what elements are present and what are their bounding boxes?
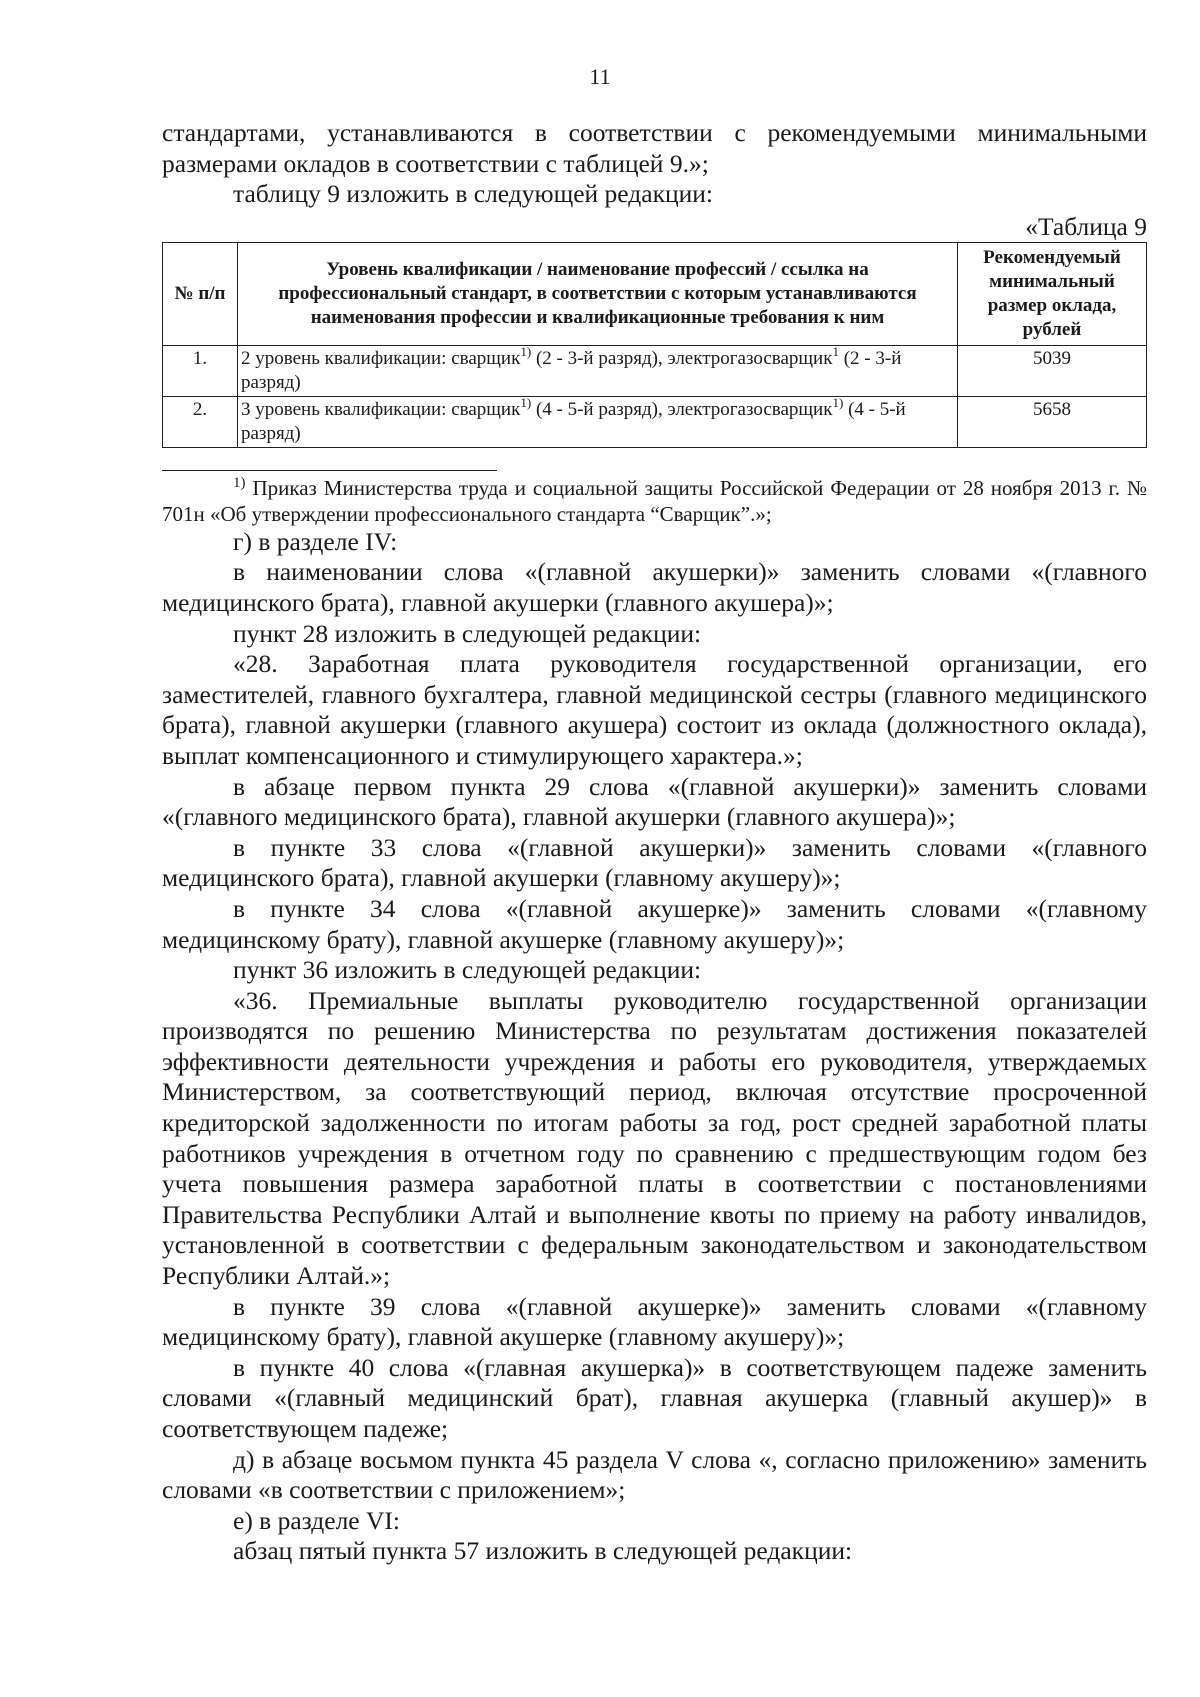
paragraph: в пункте 33 слова «(главной акушерки)» заменить словами «(главного медицинского брата), главной акушерки (главному акушеру)»; xyxy=(162,832,1147,893)
footnote-ref: 1 xyxy=(832,343,839,359)
paragraph: в пункте 40 слова «(главная акушерка)» в соответствующем падеже заменить словами «(главный медицинский брат), главная акушерка (главный акушер)» в соответствующем падеже; xyxy=(162,1352,1147,1443)
page-number: 11 xyxy=(589,64,611,89)
row-salary: 5039 xyxy=(958,345,1147,396)
row-number: 1. xyxy=(163,345,238,396)
footnote xyxy=(162,475,1147,527)
table-row xyxy=(163,345,1147,396)
footnote-ref: 1) xyxy=(520,394,532,410)
row-description-text: (4 - 5-й разряд) xyxy=(241,398,906,444)
footnote-ref: 1) xyxy=(832,394,844,410)
row-number: 2. xyxy=(163,396,238,447)
salary-table xyxy=(162,242,1147,448)
document-body xyxy=(162,118,1147,1567)
header-description: Уровень квалификации / наименование профессий / ссылка на профессиональный стандарт, в соответствии с которым устанавливаются наименования профессии и квалификационные требования к ним xyxy=(238,242,958,345)
footnote-divider xyxy=(162,470,497,471)
header-salary: Рекомендуемый минимальный размер оклада, рублей xyxy=(958,242,1147,345)
paragraph: пункт 36 изложить в следующей редакции: xyxy=(233,955,702,985)
table-header-row xyxy=(163,242,1147,345)
paragraph: е) в разделе VI: xyxy=(233,1505,400,1535)
table-caption: «Таблица 9 xyxy=(1025,211,1147,241)
row-description-text: (2 - 3-й разряд) xyxy=(241,347,902,393)
paragraph: д) в абзаце восьмом пункта 45 раздела V слова «, согласно приложению» заменить словами «в соответствии с приложением»; xyxy=(162,1444,1147,1505)
row-description-text: (4 - 5-й разряд), электрогазосварщик xyxy=(531,398,833,420)
footnote-text: Приказ Министерства труда и социальной защиты Российской Федерации от 28 ноября 2013 г. № 701н «Об утверждении профессионального стандарта “Сварщик”.»; xyxy=(162,475,1147,526)
header-number: № п/п xyxy=(163,242,238,345)
footnote-ref: 1) xyxy=(520,343,532,359)
row-description xyxy=(238,345,958,396)
paragraph: в абзаце первом пункта 29 слова «(главной акушерки)» заменить словами «(главного медицинского брата), главной акушерки (главного акушера)»; xyxy=(162,771,1147,832)
table-row xyxy=(163,396,1147,447)
paragraph: пункт 28 изложить в следующей редакции: xyxy=(233,618,702,648)
paragraph: г) в разделе IV: xyxy=(233,526,398,556)
paragraph-intro-1: стандартами, устанавливаются в соответствии с рекомендуемыми минимальными размерами окладов в соответствии с таблицей 9.»; xyxy=(162,118,1147,178)
paragraph: в пункте 39 слова «(главной акушерке)» заменить словами «(главному медицинскому брату), главной акушерке (главному акушеру)»; xyxy=(162,1291,1147,1352)
footnote-mark: 1) xyxy=(233,474,246,491)
row-description xyxy=(238,396,958,447)
row-description-text: 2 уровень квалификации: сварщик xyxy=(241,347,521,369)
paragraph: в пункте 34 слова «(главной акушерке)» заменить словами «(главному медицинскому брату), главной акушерке (главному акушеру)»; xyxy=(162,893,1147,954)
row-salary: 5658 xyxy=(958,396,1147,447)
paragraph: «28. Заработная плата руководителя государственной организации, его заместителей, главного бухгалтера, главной медицинской сестры (главного медицинского брата), главной акушерки (главного акушера) состоит из оклада (должностного оклада), выплат компенсационного и стимулирующего характера.»; xyxy=(162,649,1147,770)
paragraph-intro-2: таблицу 9 изложить в следующей редакции: xyxy=(233,179,713,209)
paragraph: «36. Премиальные выплаты руководителю государственной организации производятся по решению Министерства по результатам достижения показателей эффективности деятельности учреждения и работы его руководителя, утверждаемых Министерством, за соответствующий период, включая отсутствие просроченной кредиторской задолженности по итогам работы за год, рост средней заработной платы работников учреждения в отчетном году по сравнению с предшествующим годом без учета повышения размера заработной платы в соответствии с постановлениями Правительства Республики Алтай и выполнение квоты по приему на работу инвалидов, установленной в соответствии с федеральным законодательством и законодательством Республики Алтай.»; xyxy=(162,985,1147,1291)
paragraph: в наименовании слова «(главной акушерки)» заменить словами «(главного медицинского брата), главной акушерки (главного акушера)»; xyxy=(162,557,1147,617)
paragraph: абзац пятый пункта 57 изложить в следующей редакции: xyxy=(233,1536,853,1566)
row-description-text: (2 - 3-й разряд), электрогазосварщик xyxy=(531,347,833,369)
row-description-text: 3 уровень квалификации: сварщик xyxy=(241,398,521,420)
